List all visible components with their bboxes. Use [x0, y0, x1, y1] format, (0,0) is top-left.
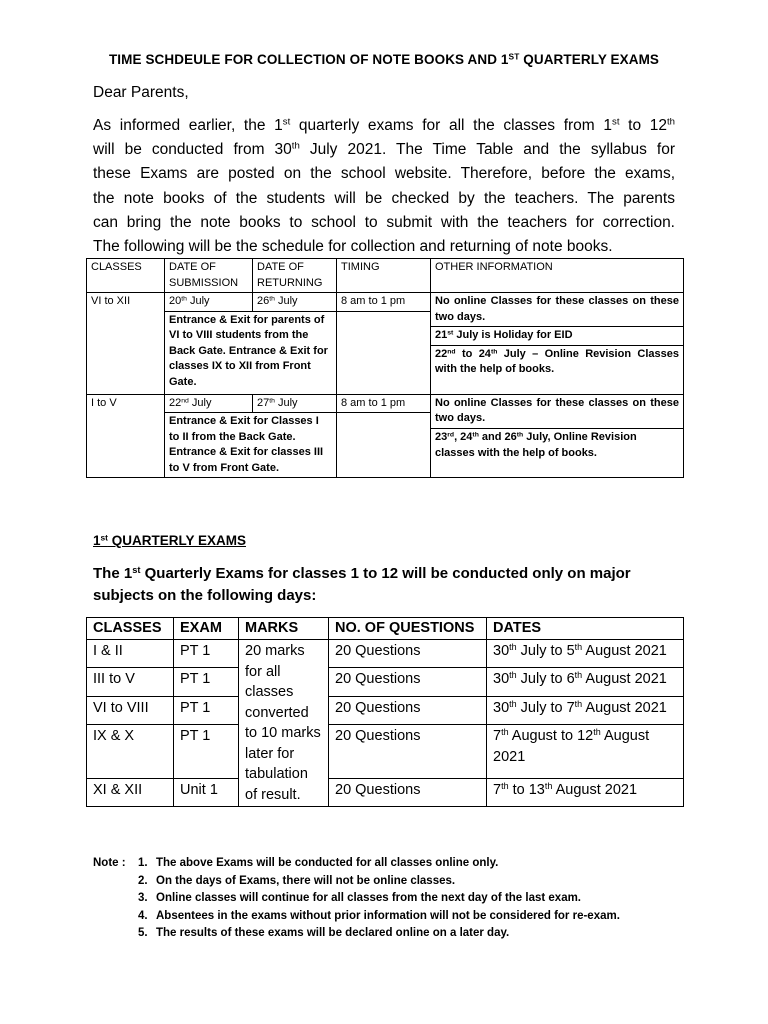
exam-dates: 30th July to 5th August 2021 [487, 640, 684, 668]
header-returning: DATE OF RETURNING [253, 259, 337, 293]
intro-line-5: can bring the note books to school to submit with the teachers for correction. [93, 213, 675, 231]
notes-list [93, 857, 620, 945]
exam-dates: 7th to 13th August 2021 [487, 778, 684, 806]
exams-table [86, 617, 684, 807]
exams-row [87, 696, 684, 724]
salutation: Dear Parents, [93, 84, 189, 101]
group1-submission-date: 20th July [165, 293, 253, 312]
intro-line-1: As informed earlier, the 1st quarterly exams for all the classes from 1st to 12th [93, 116, 676, 134]
exams-marks-note: 20 marks for all classes converted to 10 marks later for tabulation of result. [239, 640, 329, 807]
title-superscript: ST [508, 51, 520, 62]
notebook-schedule-table [86, 258, 684, 478]
group1-entrance-exit: Entrance & Exit for parents of VI to VIII students from the Back Gate. Entrance & Exit for classes IX to XII from Front Gate. [165, 311, 337, 394]
exam-questions: 20 Questions [329, 778, 487, 806]
exam-classes: XI & XII [87, 778, 174, 806]
quarterly-exams-intro: The 1st Quarterly Exams for classes 1 to 12 will be conducted only on major subjects on the following days: [93, 564, 631, 604]
header-other-info: OTHER INFORMATION [431, 259, 684, 293]
group1-classes: VI to XII [87, 293, 165, 395]
header-submission: DATE OF SUBMISSION [165, 259, 253, 293]
title-text-end: QUARTERLY EXAMS [519, 52, 660, 67]
exams-row [87, 668, 684, 696]
group1-timing: 8 am to 1 pm [337, 293, 431, 312]
exams-row [87, 725, 684, 778]
group2-info-revision: 23rd, 24th and 26th July, Online Revision classes with the help of books. [431, 429, 684, 478]
exam-classes: III to V [87, 668, 174, 696]
exams-row [87, 640, 684, 668]
exam-classes: IX & X [87, 725, 174, 778]
exam-dates: 30th July to 7th August 2021 [487, 696, 684, 724]
group1-info-revision: 22nd to 24th July – Online Revision Classes with the help of books. [431, 345, 684, 394]
exam-type: PT 1 [174, 725, 239, 778]
exam-questions: 20 Questions [329, 640, 487, 668]
exams-row [87, 778, 684, 806]
exam-type: PT 1 [174, 640, 239, 668]
group2-timing-empty [337, 413, 431, 478]
title-text: TIME SCHDEULE FOR COLLECTION OF NOTE BOOKS AND 1 [108, 52, 509, 67]
intro-line-4: the note books of the students will be checked by the teachers. The parents [93, 189, 675, 207]
note-item: 4. Absentees in the exams without prior information will not be considered for re-exam. [138, 909, 620, 922]
group1-returning-date: 26th July [253, 293, 337, 312]
schedule-row-i-v [87, 394, 684, 413]
intro-paragraph [93, 114, 675, 259]
exam-questions: 20 Questions [329, 696, 487, 724]
intro-line-2: will be conducted from 30th July 2021. The Time Table and the syllabus for [93, 140, 675, 159]
exam-classes: VI to VIII [87, 696, 174, 724]
note-item: Note : 1. The above Exams will be conducted for all classes online only. [93, 857, 499, 869]
exam-type: Unit 1 [174, 778, 239, 806]
intro-line-3: these Exams are posted on the school website. Therefore, before the exams, [93, 165, 675, 183]
exams-header-dates: DATES [487, 618, 684, 640]
exam-type: PT 1 [174, 668, 239, 696]
document-title [0, 52, 768, 67]
exam-questions: 20 Questions [329, 668, 487, 696]
exam-questions: 20 Questions [329, 725, 487, 778]
header-classes: CLASSES [87, 259, 165, 293]
group2-entrance-exit: Entrance & Exit for Classes I to II from the Back Gate. Entrance & Exit for classes III to V from Front Gate. [165, 413, 337, 478]
note-item: 5. The results of these exams will be declared online on a later day. [138, 927, 510, 939]
note-item: 2. On the days of Exams, there will not be online classes. [138, 874, 456, 887]
notes-label: Note : [93, 857, 126, 869]
group2-timing: 8 am to 1 pm [337, 394, 431, 413]
group1-info-no-classes: No online Classes for these classes on these two days. [431, 293, 684, 327]
schedule-row-vi-xii [87, 293, 684, 312]
quarterly-exams-heading: 1st QUARTERLY EXAMS [93, 532, 246, 548]
group1-timing-empty [337, 311, 431, 394]
group2-classes: I to V [87, 394, 165, 478]
group1-info-holiday: 21st July is Holiday for EID [431, 327, 684, 346]
group2-returning-date: 27th July [253, 394, 337, 413]
exams-header-exam: EXAM [174, 618, 239, 640]
exam-dates: 7th August to 12th August 2021 [487, 725, 684, 778]
group2-submission-date: 22nd July [165, 394, 253, 413]
group2-info-no-classes: No online Classes for these classes on these two days. [431, 394, 684, 429]
exams-header-marks: MARKS [239, 618, 329, 640]
schedule-header-row [87, 259, 684, 293]
exams-header-row [87, 618, 684, 640]
exam-dates: 30th July to 6th August 2021 [487, 668, 684, 696]
exams-header-questions: NO. OF QUESTIONS [329, 618, 487, 640]
exam-type: PT 1 [174, 696, 239, 724]
exams-header-classes: CLASSES [87, 618, 174, 640]
intro-line-6: The following will be the schedule for collection and returning of note books. [93, 238, 613, 256]
header-timing: TIMING [337, 259, 431, 293]
exam-classes: I & II [87, 640, 174, 668]
note-item: 3. Online classes will continue for all classes from the next day of the last exam. [138, 892, 582, 904]
